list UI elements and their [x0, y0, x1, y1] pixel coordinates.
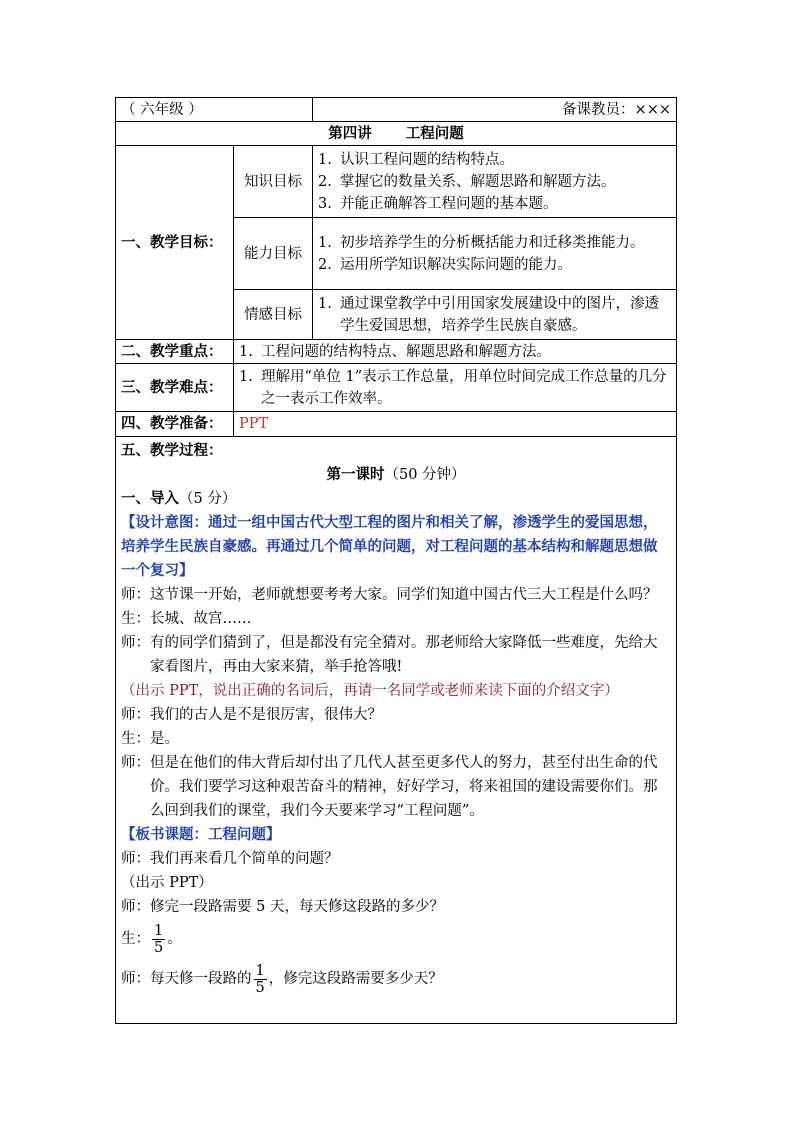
dialogue-line: 师：修完一段路需要 5 天，每天修这段路的多少？	[121, 899, 444, 915]
fraction: $\frac{1}{5}$	[255, 962, 265, 996]
objective-row-knowledge	[116, 146, 677, 218]
objectives-label: 一、教学目标：	[116, 146, 234, 340]
preparation-label: 四、教学准备：	[116, 412, 234, 437]
process-label: 五、教学过程：	[121, 442, 223, 459]
grade-label: （ 六年级 ）	[116, 98, 313, 122]
lesson-title	[116, 122, 677, 146]
objective-item: 2. 运用所学知识解决实际问题的能力。	[318, 256, 572, 273]
dialogue-line: 师：有的同学们猜到了，但是都没有完全猜对。那老师给大家降低一些难度，先给大家看图片，再由大家来猜，举手抢答哦!	[121, 635, 658, 675]
objective-category: 能力目标	[234, 218, 313, 290]
preparation-row	[116, 412, 677, 437]
dialogue-line: 生：是。	[121, 731, 179, 747]
show-ppt-note: （出示 PPT）	[121, 875, 213, 891]
dialogue-line: 师：这节课一开始，老师就想要考考大家。同学们知道中国古代三大工程是什么吗？	[121, 587, 658, 603]
dialogue-line: 生：长城、故宫……	[121, 611, 252, 627]
header-row	[116, 98, 677, 122]
design-intent: 【设计意图：通过一组中国古代大型工程的图片和相关了解，渗透学生的爱国思想，培养学生民族自豪感。再通过几个简单的问题，对工程问题的基本结构和解题思想做一个复习】	[121, 514, 658, 579]
process-row	[116, 437, 677, 1024]
objective-item: 1. 通过课堂教学中引用国家发展建设中的图片，渗透学生爱国思想，培养学生民族自豪感。	[318, 295, 659, 334]
difficulties-row	[116, 364, 677, 412]
difficulties-label: 三、教学难点：	[116, 364, 234, 412]
objective-item: 2. 掌握它的数量关系、解题思路和解题方法。	[318, 173, 616, 190]
teacher-label: 备课教员：×××	[313, 98, 677, 122]
objective-items	[313, 290, 677, 340]
ppt-note: （出示 PPT，说出正确的名词后，再请一名同学或老师来读下面的介绍文字）	[121, 683, 619, 699]
dialogue-line: 师：我们的古人是不是很厉害，很伟大？	[121, 707, 382, 723]
objective-category: 情感目标	[234, 290, 313, 340]
lesson-plan-sheet	[115, 97, 676, 1024]
preparation-value: PPT	[234, 412, 677, 437]
objective-items	[313, 146, 677, 218]
teaching-process	[116, 437, 677, 1024]
lesson-plan-table	[115, 97, 677, 1024]
dialogue-line: 生： $\frac{1}{5}$ 。	[121, 922, 182, 956]
title-row	[116, 122, 677, 146]
dialogue-line: 师：但是在他们的伟大背后却付出了几代人甚至更多代人的努力，甚至付出生命的代价。我们要学习这种艰苦奋斗的精神，好好学习，将来祖国的建设需要你们。那么回到我们的课堂，我们今天要来学习“工程问题”。	[121, 755, 658, 819]
difficulties-content: 1. 理解用“单位 1”表示工作总量，用单位时间完成工作总量的几分之一表示工作效率。	[234, 364, 677, 412]
key-points-content: 1. 工程问题的结构特点、解题思路和解题方法。	[234, 340, 677, 364]
key-points-row	[116, 340, 677, 364]
lesson-name: 工程问题	[405, 124, 464, 142]
objective-item: 1. 认识工程问题的结构特点。	[318, 151, 514, 168]
fraction: $\frac{1}{5}$	[154, 922, 164, 956]
objective-category: 知识目标	[234, 146, 313, 218]
period-title: 第一课时（50 分钟）	[326, 466, 466, 483]
lesson-number: 第四讲	[328, 124, 372, 142]
intro-heading: 一、导入（5 分）	[121, 490, 237, 507]
objective-item: 3. 并能正确解答工程问题的基本题。	[318, 195, 558, 212]
board-topic: 【板书课题：工程问题】	[121, 826, 281, 843]
objective-item: 1. 初步培养学生的分析概括能力和迁移类推能力。	[318, 234, 645, 251]
dialogue-line: 师：每天修一段路的 $\frac{1}{5}$ ，修完这段路需要多少天？	[121, 962, 443, 996]
key-points-label: 二、教学重点：	[116, 340, 234, 364]
objective-items	[313, 218, 677, 290]
dialogue-line: 师：我们再来看几个简单的问题？	[121, 851, 339, 867]
